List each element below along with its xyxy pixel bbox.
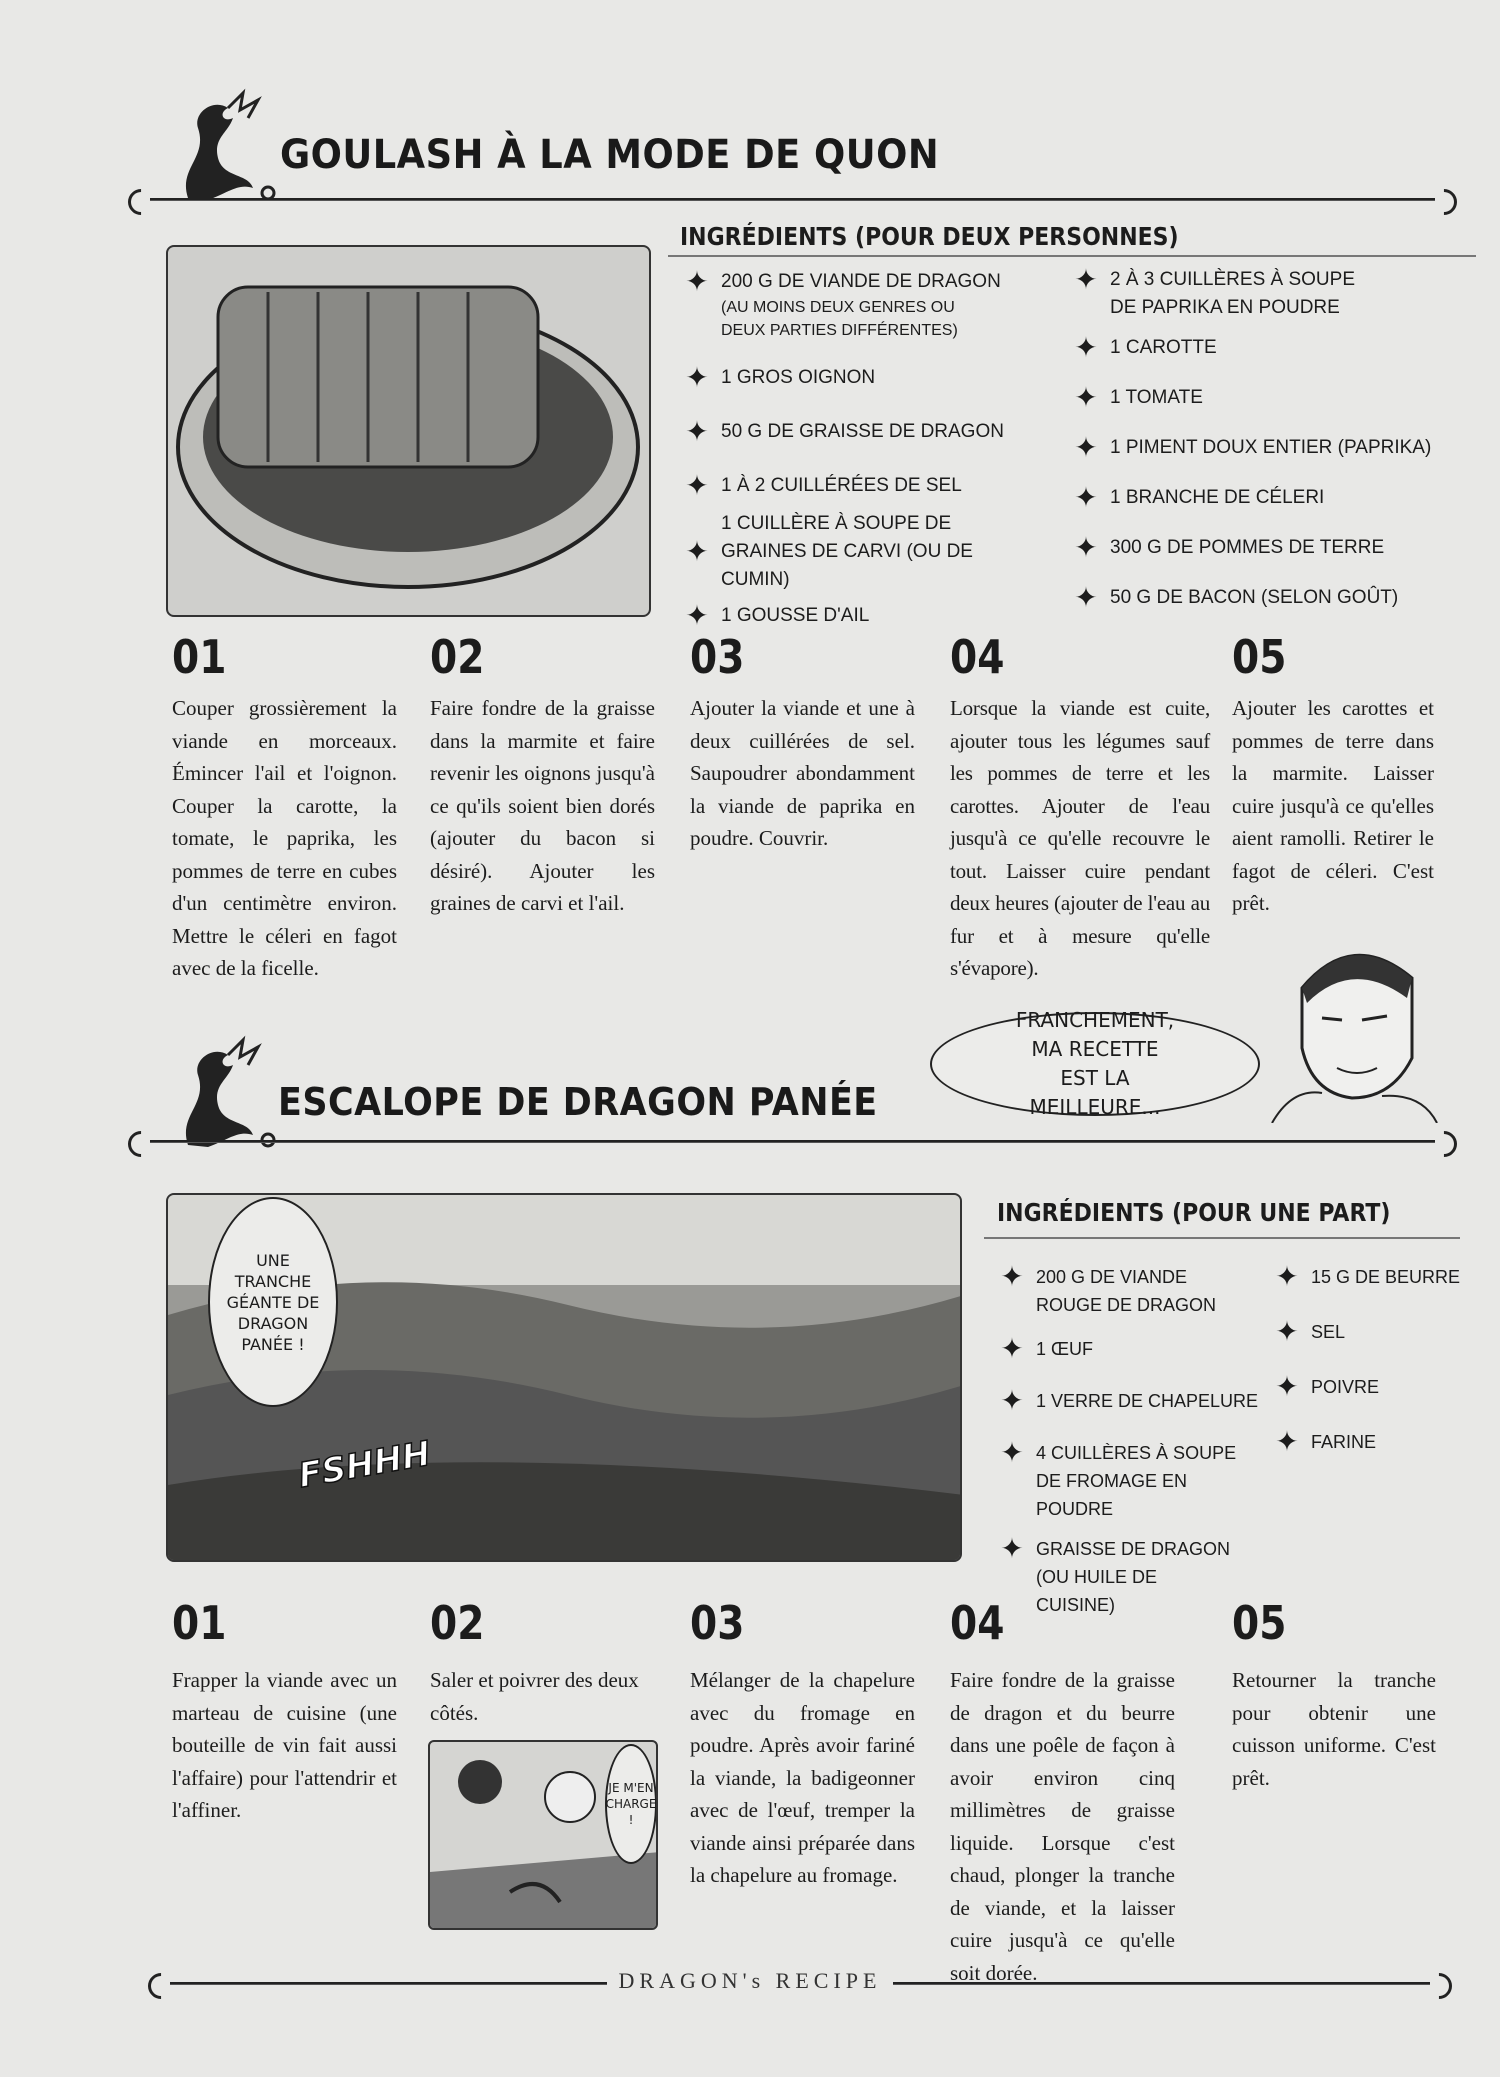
recipe2-title: ESCALOPE DE DRAGON PANÉE <box>278 1080 878 1124</box>
ingredients-heading: INGRÉDIENTS (POUR DEUX PERSONNES) <box>680 222 1179 251</box>
step-text: Mélanger de la chapelure avec du fromage en poudre. Après avoir fariné la viande, la badigeonner avec de l'œuf, tremper la viande ainsi préparée dans la chapelure au fromage. <box>690 1668 915 1887</box>
ingredient-item: ✦ 200 G DE VIANDE DE DRAGON (AU MOINS DEUX GENRES OU DEUX PARTIES DIFFÉRENTES) <box>685 268 1065 342</box>
star-bullet-icon: ✦ <box>1000 1437 1024 1468</box>
step-text: Lorsque la viande est cuite, ajouter tous les légumes sauf les pommes de terre et les carottes. Ajouter de l'eau jusqu'à ce qu'elle recouvre le tout. Laisser cuire pendant deux heures (ajouter de l'eau au fur et à mesure qu'elle s'évapore). <box>950 696 1210 980</box>
dragon-ornament-icon <box>168 1035 278 1155</box>
ingredient-item: ✦ 1 ŒUF <box>1000 1333 1094 1364</box>
star-bullet-icon: ✦ <box>1074 264 1098 295</box>
star-bullet-icon: ✦ <box>1275 1426 1299 1457</box>
ingredients-col2 <box>1074 266 1474 612</box>
ingredient-item: ✦ 50 G DE GRAISSE DE DRAGON <box>685 416 1004 447</box>
step-number: 05 <box>1232 630 1287 684</box>
step-number: 03 <box>690 1596 745 1650</box>
star-bullet-icon: ✦ <box>685 266 709 297</box>
star-bullet-icon: ✦ <box>685 416 709 447</box>
ingredient-item: ✦ SEL <box>1275 1316 1346 1347</box>
ingredients-rule <box>984 1237 1460 1239</box>
star-bullet-icon: ✦ <box>1074 382 1098 413</box>
ingredient-note: (AU MOINS DEUX GENRES OU DEUX PARTIES DIFFÉRENTES) <box>721 299 958 339</box>
star-bullet-icon: ✦ <box>685 362 709 393</box>
ingredients-col2 <box>1275 1263 1475 1456</box>
ingredient-item: ✦ 1 CAROTTE <box>1074 332 1217 363</box>
step-number: 05 <box>1232 1596 1287 1650</box>
ingredient-item: ✦ 200 G DE VIANDE ROUGE DE DRAGON <box>1000 1261 1217 1315</box>
title-rule <box>150 198 1435 201</box>
recipe1-title: GOULASH À LA MODE DE QUON <box>280 132 940 178</box>
step-number: 01 <box>172 1596 227 1650</box>
step-number: 04 <box>950 630 1005 684</box>
star-bullet-icon: ✦ <box>1000 1533 1024 1564</box>
ingredient-item: ✦ GRAISSE DE DRAGON (OU HUILE DE CUISINE) <box>1000 1533 1231 1615</box>
step-text: Saler et poivrer des deux côtés. <box>430 1668 639 1725</box>
ingredients-rule <box>668 255 1476 257</box>
ingredient-item: ✦ 1 TOMATE <box>1074 382 1203 413</box>
star-bullet-icon: ✦ <box>685 470 709 501</box>
dragon-ornament-icon <box>168 88 278 208</box>
step-number: 02 <box>430 630 485 684</box>
goulash-illustration <box>166 245 651 617</box>
ingredients-col1 <box>685 268 1065 630</box>
star-bullet-icon: ✦ <box>1275 1261 1299 1292</box>
ingredient-item: ✦ 1 VERRE DE CHAPELURE <box>1000 1385 1259 1416</box>
manga-panel <box>428 1740 658 1930</box>
ingredient-item: ✦ 1 CUILLÈRE À SOUPE DE GRAINES DE CARVI (OU DE CUMIN) <box>685 513 973 590</box>
footer <box>0 1968 1500 1994</box>
ingredient-item: ✦ POIVRE <box>1275 1371 1380 1402</box>
star-bullet-icon: ✦ <box>1074 532 1098 563</box>
step-text: Faire fondre de la graisse de dragon et du beurre dans une poêle de façon à avoir environ cinq millimètres de graisse liquide. Lorsque c'est chaud, plonger la tranche de viande, et la laisser cuire jusqu'à ce qu'elle soit dorée. <box>950 1668 1175 1985</box>
escalope-illustration <box>166 1193 962 1562</box>
step-text: Ajouter les carottes et pommes de terre dans la marmite. Laisser cuire jusqu'à ce qu'elles aient ramolli. Retirer le fagot de céleri. C'est prêt. <box>1232 696 1434 915</box>
star-bullet-icon: ✦ <box>1074 582 1098 613</box>
star-bullet-icon: ✦ <box>1074 432 1098 463</box>
footer-text: DRAGON's RECIPE <box>607 1968 894 1993</box>
star-bullet-icon: ✦ <box>1074 482 1098 513</box>
star-bullet-icon: ✦ <box>1000 1385 1024 1416</box>
character-portrait <box>1262 928 1442 1123</box>
ingredient-item: ✦ 1 GOUSSE D'AIL <box>685 600 870 631</box>
star-bullet-icon: ✦ <box>1074 332 1098 363</box>
ingredient-item: ✦ 50 G DE BACON (SELON GOÛT) <box>1074 582 1399 613</box>
ingredients-col1 <box>1000 1263 1270 1619</box>
step-number: 02 <box>430 1596 485 1650</box>
star-bullet-icon: ✦ <box>685 536 709 567</box>
ingredients-heading: INGRÉDIENTS (POUR UNE PART) <box>997 1198 1391 1227</box>
ingredient-item: ✦ 15 G DE BEURRE <box>1275 1261 1461 1292</box>
ingredient-item: ✦ 1 PIMENT DOUX ENTIER (PAPRIKA) <box>1074 432 1432 463</box>
panel-speech-bubble: JE M'EN CHARGE ! <box>605 1744 657 1864</box>
sound-effect: FSHHH <box>295 1433 434 1497</box>
ingredient-item: ✦ 1 BRANCHE DE CÉLERI <box>1074 482 1325 513</box>
star-bullet-icon: ✦ <box>1275 1316 1299 1347</box>
image-speech-bubble: UNE TRANCHE GÉANTE DE DRAGON PANÉE ! <box>208 1197 338 1407</box>
ingredient-item: ✦ 1 À 2 CUILLÉRÉES DE SEL <box>685 470 962 501</box>
star-bullet-icon: ✦ <box>1000 1261 1024 1292</box>
step-text: Frapper la viande avec un marteau de cuisine (une bouteille de vin fait aussi l'affaire) pour l'attendrir et l'affiner. <box>172 1668 397 1822</box>
step-text: Faire fondre de la graisse dans la marmite et faire revenir les oignons jusqu'à ce qu'ils soient bien dorés (ajouter du bacon si désiré). Ajouter les graines de carvi et l'ail. <box>430 696 655 915</box>
step-text: Couper grossièrement la viande en morceaux. Émincer l'ail et l'oignon. Couper la carotte, la tomate, le paprika, les pommes de terre en cubes d'un centimètre environ. Mettre le céleri en fagot avec de la ficelle. <box>172 696 397 980</box>
step-number: 03 <box>690 630 745 684</box>
ingredient-item: ✦ 300 G DE POMMES DE TERRE <box>1074 532 1385 563</box>
star-bullet-icon: ✦ <box>1000 1333 1024 1364</box>
step-text: Retourner la tranche pour obtenir une cuisson uniforme. C'est prêt. <box>1232 1668 1436 1790</box>
step-number: 01 <box>172 630 227 684</box>
star-bullet-icon: ✦ <box>1275 1371 1299 1402</box>
ingredient-item: ✦ 1 GROS OIGNON <box>685 362 876 393</box>
ingredient-item: ✦ FARINE <box>1275 1426 1377 1457</box>
step-text: Ajouter la viande et une à deux cuillérées de sel. Saupoudrer abondamment la viande de paprika en poudre. Couvrir. <box>690 696 915 850</box>
speech-bubble: FRANCHEMENT, MA RECETTE EST LA MEILLEURE... <box>930 1012 1260 1116</box>
star-bullet-icon: ✦ <box>685 600 709 631</box>
step-number: 04 <box>950 1596 1005 1650</box>
title-rule <box>150 1140 1435 1143</box>
ingredient-item: ✦ 2 À 3 CUILLÈRES À SOUPE DE PAPRIKA EN POUDRE <box>1074 264 1355 318</box>
ingredient-item: ✦ 4 CUILLÈRES À SOUPE DE FROMAGE EN POUDRE <box>1000 1437 1237 1519</box>
